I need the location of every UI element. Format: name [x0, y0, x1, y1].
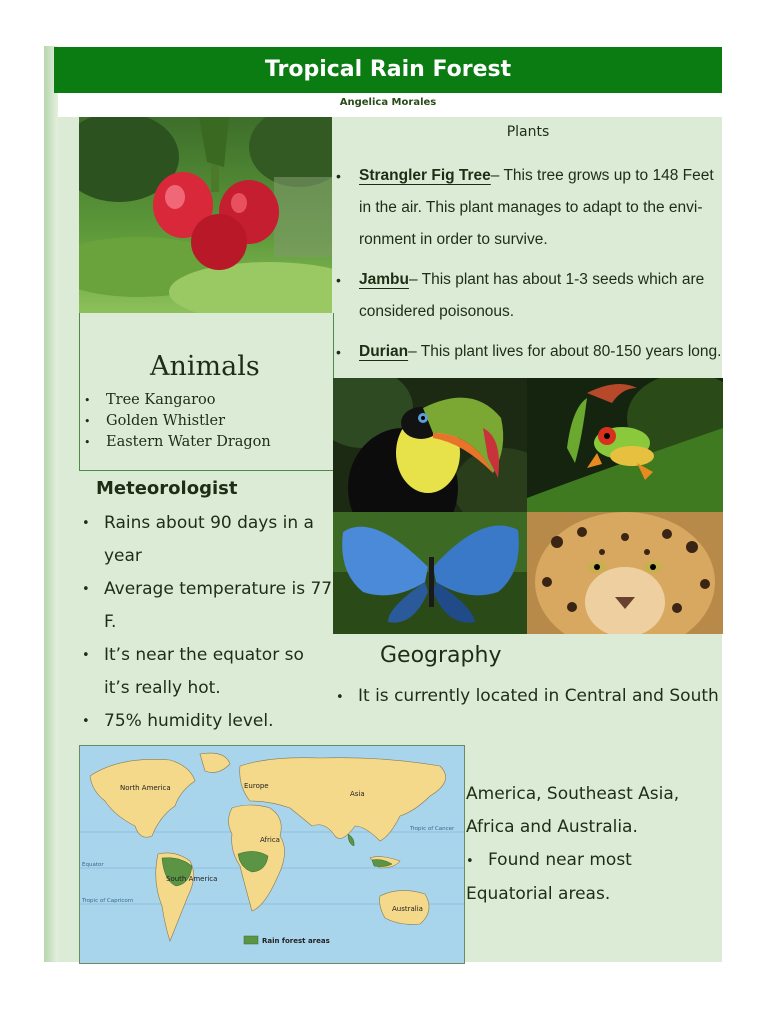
map-line-label: Tropic of Capricorn	[82, 898, 134, 904]
list-item	[336, 336, 726, 368]
page-title: Tropical Rain Forest	[264, 57, 512, 82]
plants-heading: Plants	[506, 124, 550, 140]
list-item	[336, 264, 726, 328]
map-label: Asia	[350, 790, 365, 798]
meteorologist-heading: Meteorologist	[96, 478, 238, 499]
map-legend-swatch	[244, 936, 258, 944]
list-item: • Eastern Water Dragon	[84, 432, 271, 453]
author-name: Angelica Morales	[339, 97, 437, 108]
plants-list	[336, 160, 726, 376]
plant-name: Jambu	[359, 271, 409, 288]
animals-heading: Animals	[150, 351, 260, 382]
geography-line-1: • It is currently located in Central and South	[336, 686, 719, 706]
animals-list	[84, 390, 271, 453]
geography-line-2: America, Southeast Asia, Africa and Australia.	[466, 784, 680, 837]
plant-description: – This plant lives for about 80-150 years long.	[408, 343, 722, 360]
map-line-label: Equator	[82, 862, 104, 868]
toucan-photo	[333, 378, 527, 512]
map-line-label: Tropic of Cancer	[410, 826, 455, 832]
meteorologist-list	[82, 507, 334, 738]
tree-frog-photo	[527, 378, 723, 512]
geography-line-3: • Found near most Equatorial areas.	[466, 850, 632, 904]
list-item	[336, 160, 726, 256]
map-label: North America	[120, 784, 171, 792]
map-label: Africa	[260, 836, 280, 844]
list-item: • Rains about 90 days in a year	[82, 507, 334, 573]
jambu-fruit-photo	[79, 117, 332, 313]
rainforest-world-map	[79, 745, 465, 964]
list-item: • It’s near the equator so it’s really hot.	[82, 639, 334, 705]
plant-name: Strangler Fig Tree	[359, 167, 491, 184]
left-margin-stripe	[44, 46, 58, 962]
list-item: • Golden Whistler	[84, 411, 271, 432]
blue-morpho-butterfly-photo	[333, 512, 527, 634]
list-item: • 75% humidity level.	[82, 705, 334, 738]
plant-description: – This tree grows up to 148 Feet in the air. This plant manages to adapt to the envi-ronment in order to survive.	[359, 167, 714, 248]
map-label: South America	[166, 875, 218, 883]
plant-description: – This plant has about 1-3 seeds which are considered poisonous.	[359, 271, 705, 320]
jaguar-photo	[527, 512, 723, 634]
list-item: • Tree Kangaroo	[84, 390, 271, 411]
geography-text	[466, 778, 722, 911]
map-label: Europe	[244, 782, 269, 790]
list-item: • Average temperature is 77 F.	[82, 573, 334, 639]
map-label: Australia	[392, 905, 423, 913]
map-legend-label: Rain forest areas	[262, 937, 330, 945]
plant-name: Durian	[359, 343, 409, 360]
geography-heading: Geography	[380, 643, 502, 668]
